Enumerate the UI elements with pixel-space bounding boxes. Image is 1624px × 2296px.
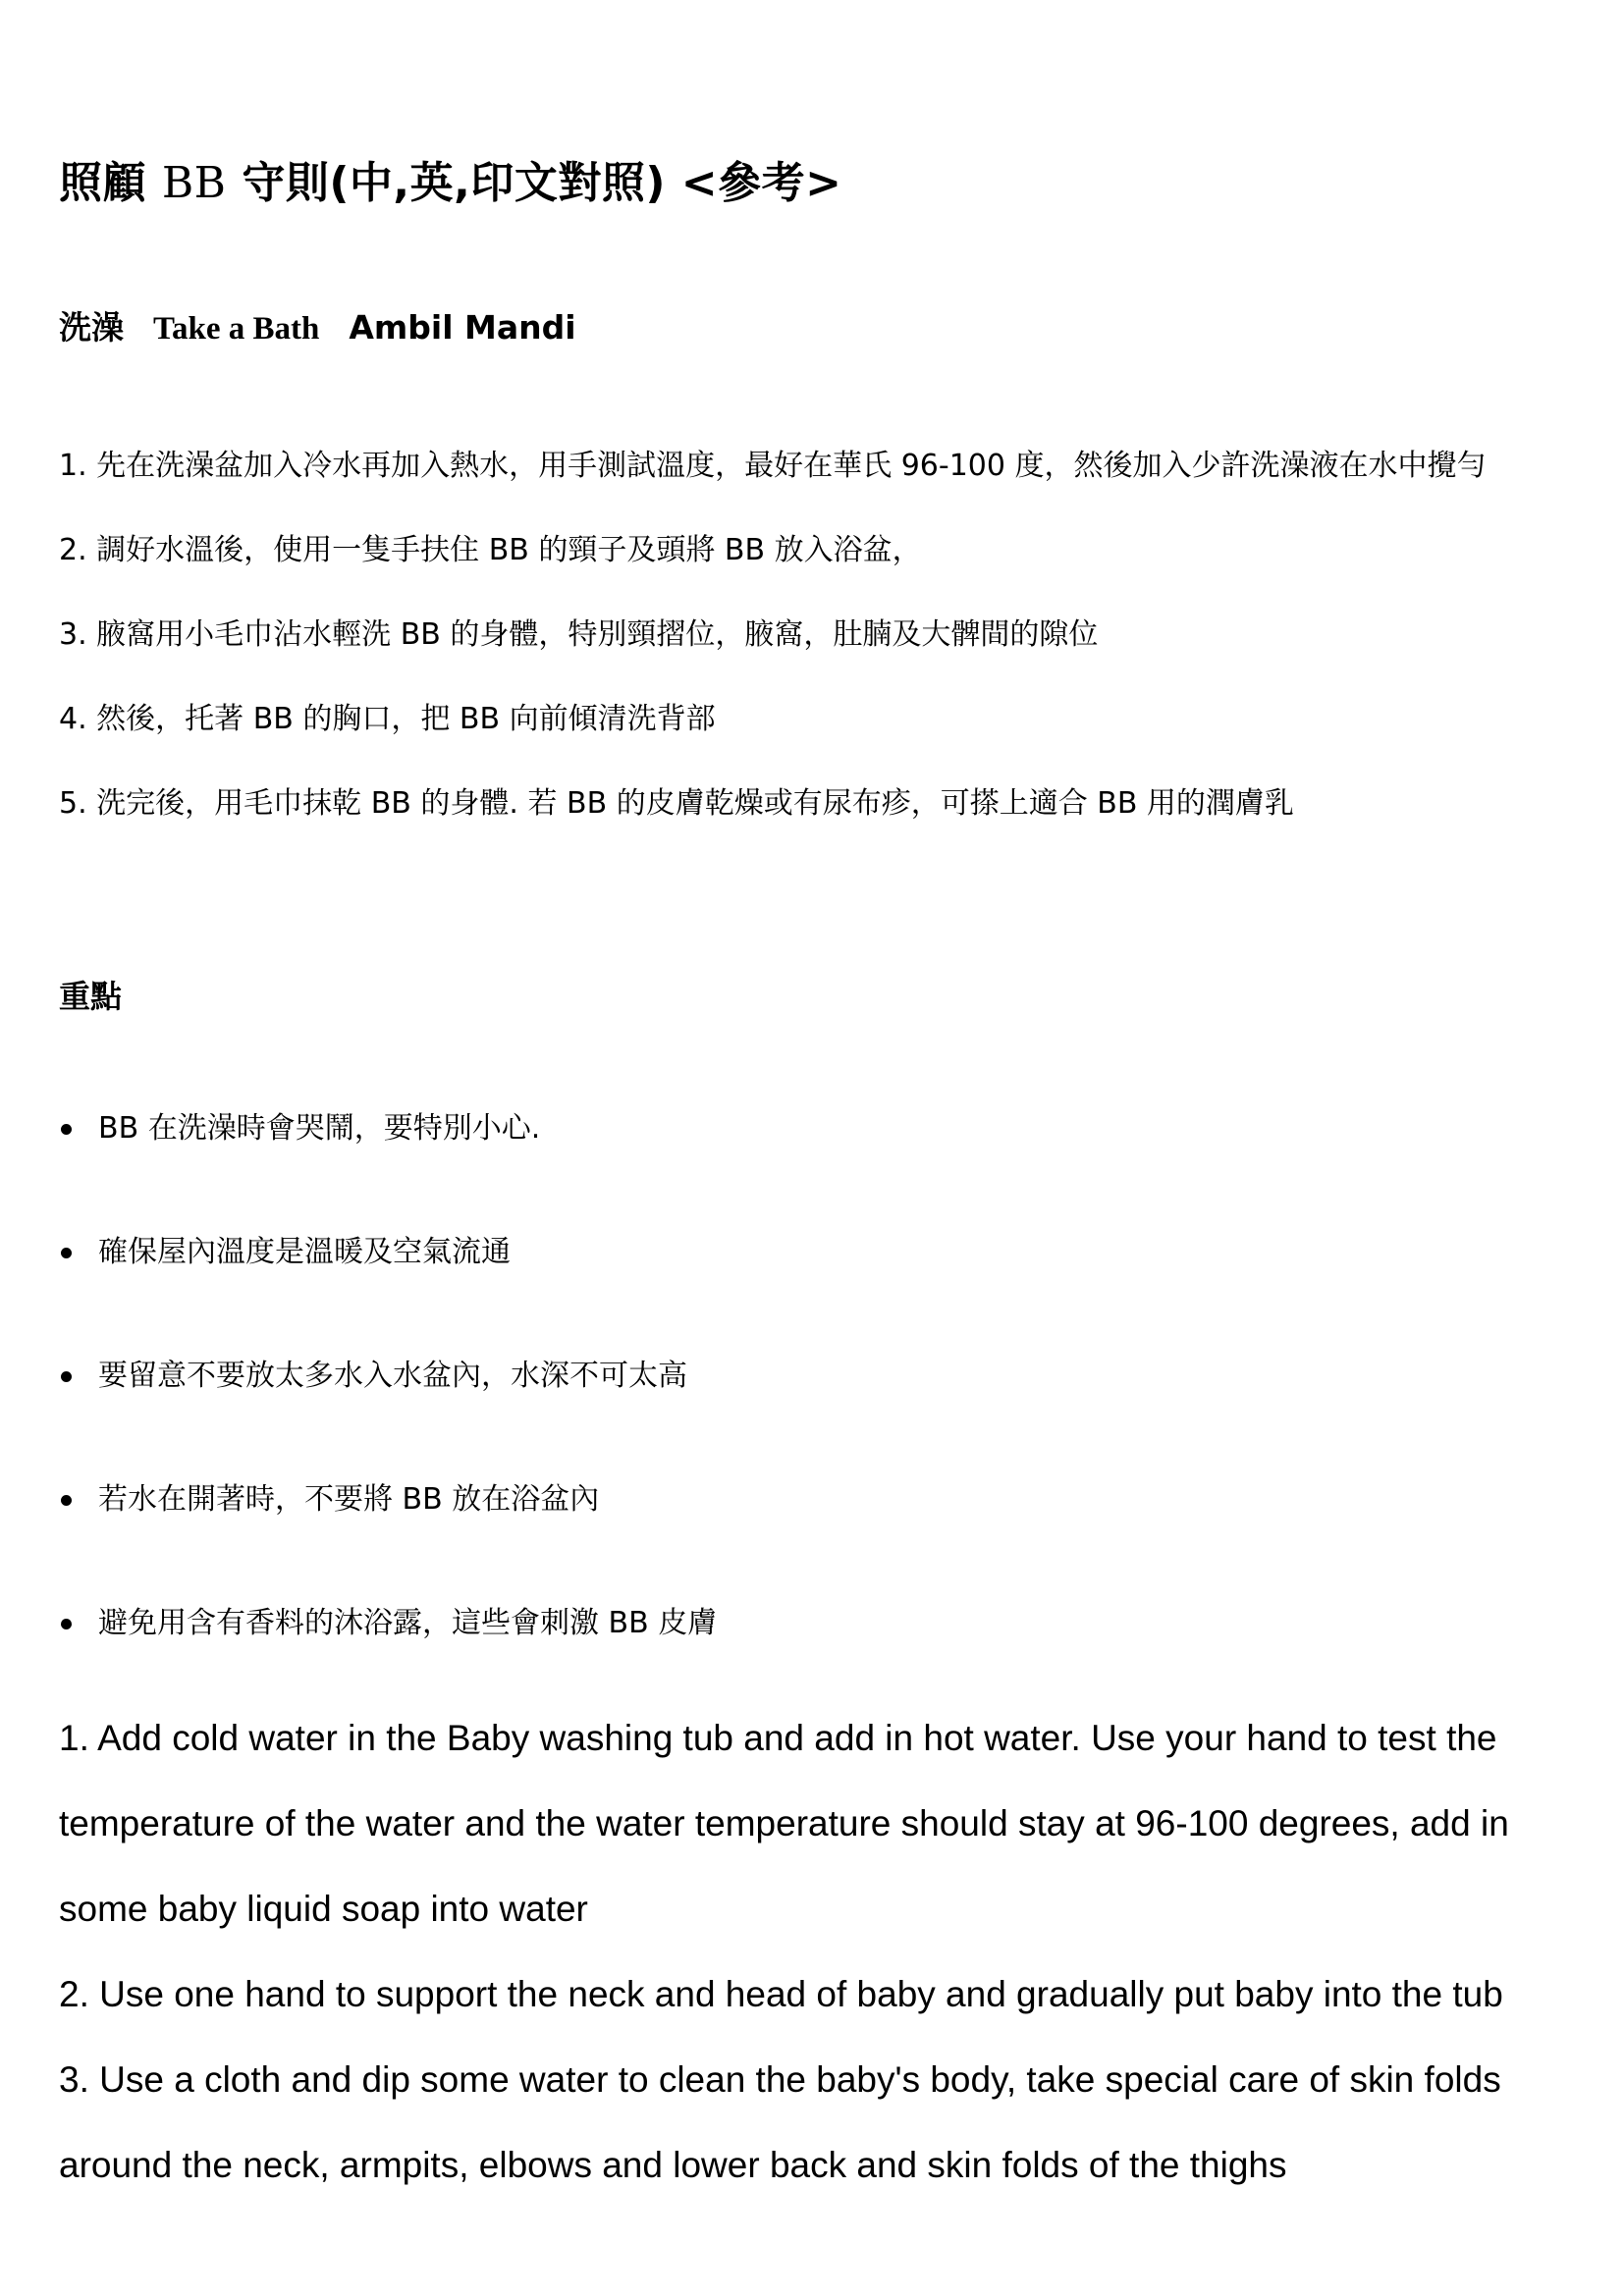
keypoint-text: 要留意不要放太多水入水盆內，水深不可太高: [98, 1359, 687, 1393]
keypoint-item: [59, 1099, 1571, 1223]
keypoint-text: 確保屋內溫度是溫暖及空氣流通: [98, 1235, 511, 1269]
zh-step: 5. 洗完後，用毛巾抹乾 BB 的身體. 若 BB 的皮膚乾燥或有尿布疹，可搽上適合 BB 用的潤膚乳: [59, 786, 1294, 821]
bullet-dot-icon: [61, 1495, 72, 1506]
section-heading-id: Ambil Mandi: [349, 308, 576, 347]
keypoint-item: [59, 1470, 1571, 1594]
title-prefix: 照顧: [59, 158, 146, 208]
keypoint-item: [59, 1223, 1571, 1347]
en-step: 2. Use one hand to support the neck and head of baby and gradually put baby into the tub: [59, 1974, 1503, 2014]
keypoint-item: [59, 1347, 1571, 1470]
keypoints-heading: 重點: [59, 978, 123, 1015]
section-heading: [59, 302, 576, 348]
document-title: [59, 147, 842, 210]
title-bb: BB: [161, 158, 227, 208]
keypoint-text: 若水在開著時，不要將 BB 放在浴盆內: [98, 1482, 600, 1517]
bullet-dot-icon: [61, 1619, 72, 1629]
section-heading-zh: 洗澡: [59, 308, 124, 347]
zh-step: 3. 腋窩用小毛巾沾水輕洗 BB 的身體，特別頸摺位，腋窩，肚腩及大髀間的隙位: [59, 617, 1099, 652]
bullet-dot-icon: [61, 1124, 72, 1135]
bullet-dot-icon: [61, 1371, 72, 1382]
zh-step: 4. 然後，托著 BB 的胸口，把 BB 向前傾清洗背部: [59, 702, 716, 736]
title-suffix: 守則(中,英,印文對照) <參考>: [242, 158, 842, 208]
zh-steps-list: [59, 424, 1591, 846]
zh-step: 1. 先在洗澡盆加入冷水再加入熱水，用手測試溫度，最好在華氏 96-100 度，然後加入少許洗澡液在水中攪勻: [59, 449, 1487, 483]
en-steps-list: [59, 1695, 1604, 2208]
keypoint-text: 避免用含有香料的沐浴露，這些會刺激 BB 皮膚: [98, 1606, 718, 1640]
zh-step: 2. 調好水溫後，使用一隻手扶住 BB 的頸子及頭將 BB 放入浴盆，: [59, 533, 922, 567]
keypoints-list: [59, 1099, 1571, 1718]
section-heading-en: Take a Bath: [153, 311, 320, 347]
keypoint-text: BB 在洗澡時會哭鬧，要特別小心.: [98, 1111, 541, 1146]
bullet-dot-icon: [61, 1248, 72, 1258]
en-step: 1. Add cold water in the Baby washing tub and add in hot water. Use your hand to test the temperature of the water and the water temperature should stay at 96-100 degrees, add in some baby liquid soap into water: [59, 1718, 1509, 1929]
en-step: 3. Use a cloth and dip some water to clean the baby's body, take special care of skin folds around the neck, armpits, elbows and lower back and skin folds of the thighs: [59, 2059, 1501, 2185]
